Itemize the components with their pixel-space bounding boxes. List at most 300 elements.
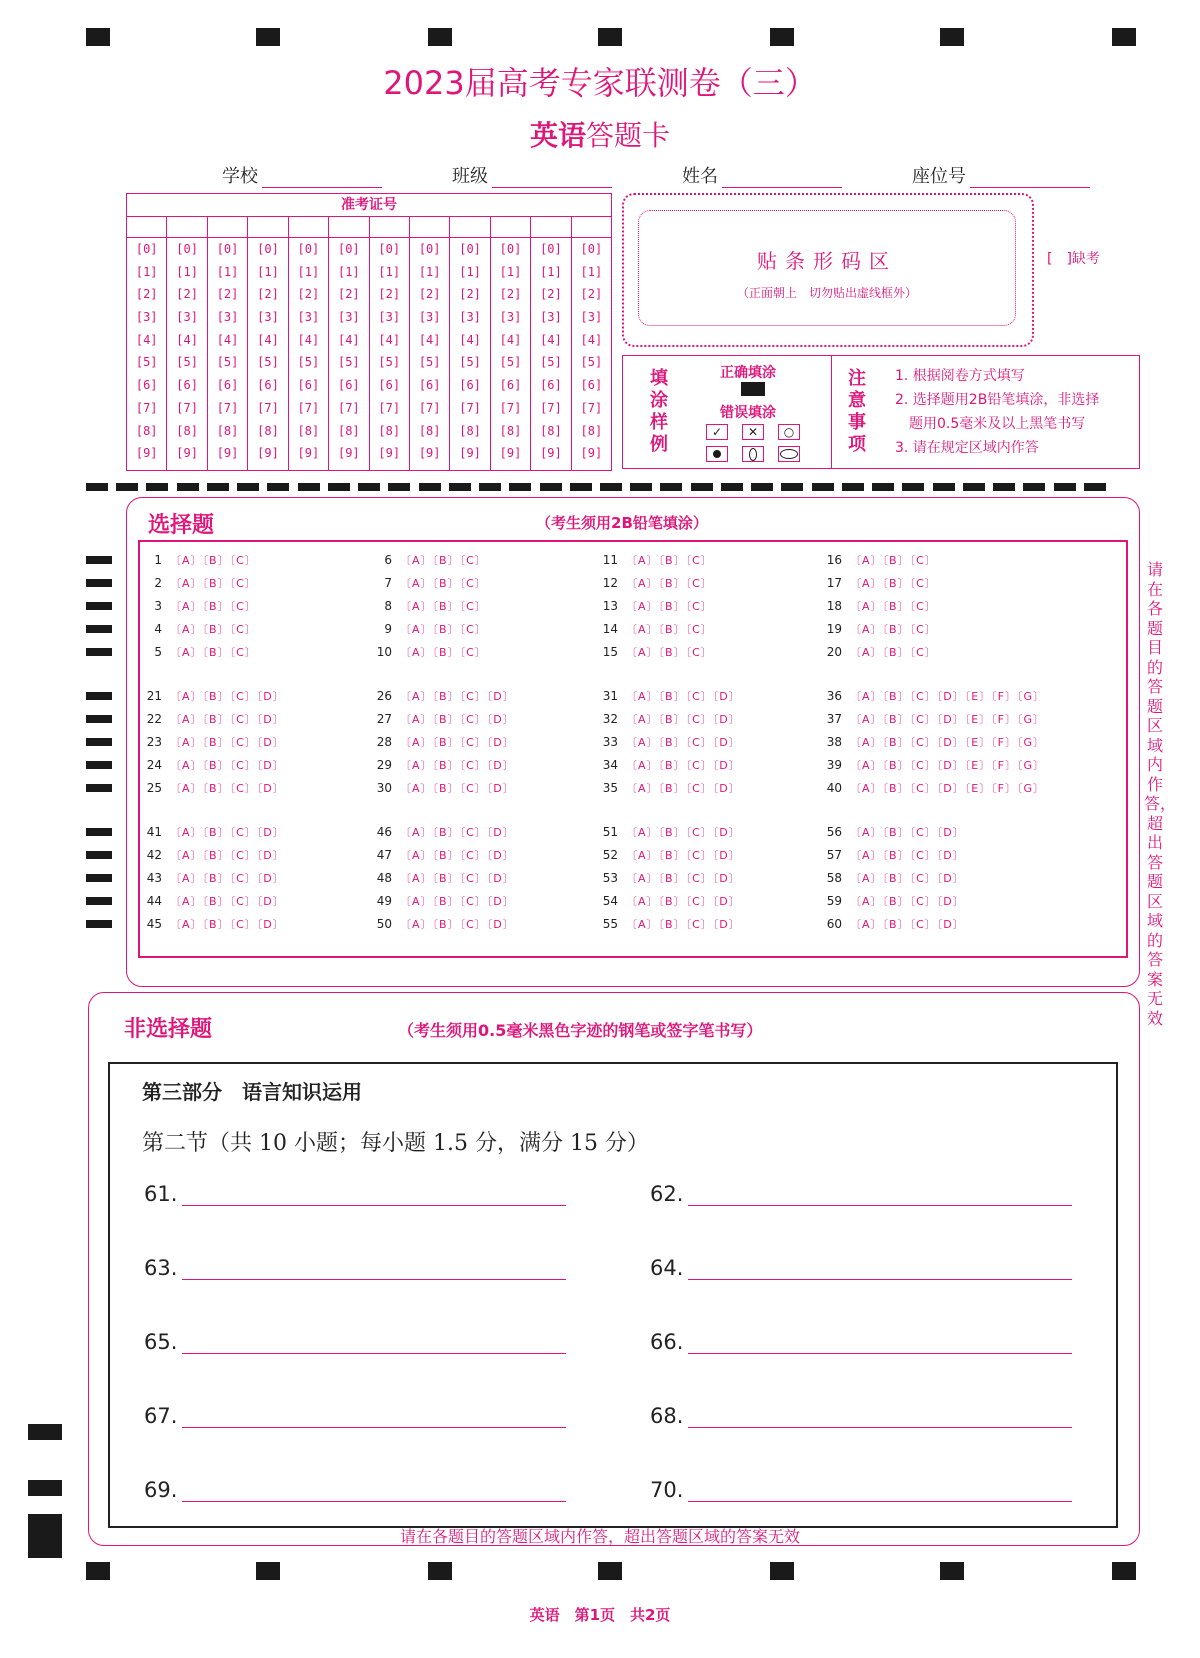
choice-question-row[interactable] <box>596 780 741 796</box>
choice-question-row[interactable] <box>820 644 937 660</box>
exam-id-digit-bubble[interactable]: [5] <box>378 355 401 370</box>
exam-id-column[interactable] <box>490 217 530 470</box>
exam-id-digit-bubble[interactable]: [9] <box>418 446 441 461</box>
exam-id-digit-bubble[interactable]: [0] <box>135 242 158 256</box>
answer-bubbles[interactable]: 〔A〕〔B〕〔C〕〔D〕 <box>626 782 741 795</box>
answer-bubbles[interactable]: 〔A〕〔B〕〔C〕〔D〕 <box>170 782 285 795</box>
choice-question-row[interactable] <box>596 757 741 773</box>
answer-bubbles[interactable]: 〔A〕〔B〕〔C〕 <box>170 600 257 613</box>
exam-id-digit-bubble[interactable]: [8] <box>135 423 158 438</box>
answer-underline[interactable] <box>688 1427 1072 1428</box>
exam-id-digit-bubble[interactable]: [4] <box>459 332 481 347</box>
exam-id-write-box[interactable] <box>410 217 449 238</box>
exam-id-write-box[interactable] <box>127 217 166 238</box>
choice-question-row[interactable] <box>370 780 515 796</box>
exam-id-digit-bubble[interactable]: [6] <box>499 378 522 393</box>
answer-bubbles[interactable]: 〔A〕〔B〕〔C〕〔D〕 <box>400 826 515 839</box>
answer-bubbles[interactable]: 〔A〕〔B〕〔C〕〔D〕 <box>400 895 515 908</box>
choice-question-row[interactable] <box>820 688 1045 704</box>
choice-question-row[interactable] <box>820 916 965 932</box>
answer-bubbles[interactable]: 〔A〕〔B〕〔C〕 <box>400 600 487 613</box>
exam-id-digit-bubble[interactable]: [8] <box>459 423 481 438</box>
choice-question-row[interactable] <box>370 575 487 591</box>
choice-question-row[interactable] <box>140 575 257 591</box>
exam-id-digit-bubble[interactable]: [3] <box>418 310 441 325</box>
exam-id-digit-bubble[interactable]: [1] <box>378 264 401 279</box>
exam-id-digit-bubble[interactable]: [1] <box>337 264 360 279</box>
exam-id-digit-bubble[interactable]: [4] <box>499 332 522 347</box>
exam-id-digit-bubble[interactable]: [7] <box>297 400 320 415</box>
answer-underline[interactable] <box>182 1427 566 1428</box>
exam-id-grid[interactable] <box>126 193 612 471</box>
exam-id-column[interactable] <box>166 217 206 470</box>
answer-bubbles[interactable]: 〔A〕〔B〕〔C〕 <box>850 646 937 659</box>
exam-id-digit-bubble[interactable]: [1] <box>580 264 603 279</box>
exam-id-digit-bubble[interactable]: [7] <box>580 400 603 415</box>
exam-id-digit-bubble[interactable]: [2] <box>176 287 198 302</box>
answer-bubbles[interactable]: 〔A〕〔B〕〔C〕 <box>170 554 257 567</box>
timing-mark <box>86 761 112 769</box>
exam-id-column[interactable] <box>288 217 328 470</box>
choice-question-row[interactable] <box>596 644 713 660</box>
exam-id-digit-bubble[interactable]: [5] <box>540 355 562 370</box>
perforation-dash <box>419 483 441 491</box>
answer-underline[interactable] <box>182 1501 566 1502</box>
exam-id-digit-bubble[interactable]: [7] <box>337 400 360 415</box>
exam-id-digit-bubble[interactable]: [0] <box>540 242 562 256</box>
exam-id-write-box[interactable] <box>491 217 530 238</box>
answer-bubbles[interactable]: 〔A〕〔B〕〔C〕〔D〕〔E〕〔F〕〔G〕 <box>850 782 1046 795</box>
choice-question-row[interactable] <box>596 575 713 591</box>
exam-id-digit-bubble[interactable]: [5] <box>337 355 360 370</box>
choice-question-row[interactable] <box>370 757 515 773</box>
choice-question-row[interactable] <box>140 644 257 660</box>
choice-question-row[interactable] <box>820 598 937 614</box>
answer-bubbles[interactable]: 〔A〕〔B〕〔C〕 <box>400 554 487 567</box>
answer-underline[interactable] <box>688 1279 1072 1280</box>
choice-question-row[interactable] <box>370 916 515 932</box>
exam-id-digit-bubble[interactable]: [8] <box>257 423 279 438</box>
exam-id-digit-bubble[interactable]: [3] <box>135 310 158 325</box>
answer-bubbles[interactable]: 〔A〕〔B〕〔C〕〔D〕 <box>170 690 285 703</box>
answer-bubbles[interactable]: 〔A〕〔B〕〔C〕〔D〕 <box>400 849 515 862</box>
answer-bubbles[interactable]: 〔A〕〔B〕〔C〕〔D〕 <box>170 895 285 908</box>
answer-bubbles[interactable]: 〔A〕〔B〕〔C〕〔D〕 <box>626 759 741 772</box>
answer-line-65[interactable] <box>144 1330 177 1354</box>
exam-id-digit-bubble[interactable]: [6] <box>580 378 603 393</box>
exam-id-digit-bubble[interactable]: [2] <box>459 287 481 302</box>
exam-id-digit-bubble[interactable]: [6] <box>540 378 562 393</box>
answer-underline[interactable] <box>688 1353 1072 1354</box>
exam-id-digit-bubble[interactable]: [9] <box>459 446 481 461</box>
choice-question-row[interactable] <box>596 916 741 932</box>
answer-bubbles[interactable]: 〔A〕〔B〕〔C〕〔D〕〔E〕〔F〕〔G〕 <box>850 759 1046 772</box>
exam-id-digit-bubble[interactable]: [3] <box>499 310 522 325</box>
exam-id-digit-bubble[interactable]: [3] <box>337 310 360 325</box>
answer-bubbles[interactable]: 〔A〕〔B〕〔C〕〔D〕 <box>626 713 741 726</box>
answer-bubbles[interactable]: 〔A〕〔B〕〔C〕〔D〕 <box>170 918 285 931</box>
answer-bubbles[interactable]: 〔A〕〔B〕〔C〕〔D〕 <box>170 872 285 885</box>
timing-mark <box>598 1562 622 1580</box>
choice-question-row[interactable] <box>596 870 741 886</box>
exam-id-write-box[interactable] <box>248 217 287 238</box>
exam-id-write-box[interactable] <box>329 217 368 238</box>
answer-bubbles[interactable]: 〔A〕〔B〕〔C〕 <box>850 554 937 567</box>
choice-question-row[interactable] <box>820 757 1045 773</box>
exam-id-digit-bubble[interactable]: [3] <box>297 310 320 325</box>
exam-id-digit-bubble[interactable]: [5] <box>176 355 198 370</box>
exam-id-digit-bubble[interactable]: [1] <box>418 264 441 279</box>
exam-id-digit-bubble[interactable]: [7] <box>418 400 441 415</box>
answer-line-68[interactable] <box>650 1404 683 1428</box>
exam-id-digit-bubble[interactable]: [1] <box>135 264 158 279</box>
answer-bubbles[interactable]: 〔A〕〔B〕〔C〕〔D〕 <box>626 895 741 908</box>
choice-question-row[interactable] <box>820 893 965 909</box>
answer-bubbles[interactable]: 〔A〕〔B〕〔C〕〔D〕 <box>170 713 285 726</box>
answer-line-64[interactable] <box>650 1256 683 1280</box>
exam-id-digit-bubble[interactable]: [7] <box>459 400 481 415</box>
answer-bubbles[interactable]: 〔A〕〔B〕〔C〕〔D〕〔E〕〔F〕〔G〕 <box>850 713 1046 726</box>
choice-question-row[interactable] <box>140 688 285 704</box>
exam-id-digit-bubble[interactable]: [6] <box>337 378 360 393</box>
choice-question-row[interactable] <box>140 711 285 727</box>
exam-id-digit-bubble[interactable]: [9] <box>580 446 603 461</box>
answer-underline[interactable] <box>182 1353 566 1354</box>
answer-bubbles[interactable]: 〔A〕〔B〕〔C〕〔D〕 <box>170 826 285 839</box>
exam-id-digit-bubble[interactable]: [0] <box>418 242 441 256</box>
answer-bubbles[interactable]: 〔A〕〔B〕〔C〕〔D〕 <box>626 872 741 885</box>
exam-id-write-box[interactable] <box>370 217 409 238</box>
exam-id-digit-bubble[interactable]: [9] <box>337 446 360 461</box>
exam-id-digit-bubble[interactable]: [1] <box>257 264 279 279</box>
exam-id-digit-bubble[interactable]: [7] <box>135 400 158 415</box>
exam-id-digit-bubble[interactable]: [3] <box>216 310 239 325</box>
answer-bubbles[interactable]: 〔A〕〔B〕〔C〕〔D〕 <box>400 713 515 726</box>
exam-id-digit-bubble[interactable]: [2] <box>499 287 522 302</box>
exam-id-digit-bubble[interactable]: [3] <box>257 310 279 325</box>
perforation-dash <box>721 483 743 491</box>
answer-bubbles[interactable]: 〔A〕〔B〕〔C〕〔D〕 <box>850 872 965 885</box>
answer-bubbles[interactable]: 〔A〕〔B〕〔C〕 <box>170 646 257 659</box>
choice-question-row[interactable] <box>596 598 713 614</box>
choice-question-row[interactable] <box>370 688 515 704</box>
exam-id-write-box[interactable] <box>572 217 611 238</box>
choice-question-row[interactable] <box>370 870 515 886</box>
answer-bubbles[interactable]: 〔A〕〔B〕〔C〕〔D〕 <box>400 782 515 795</box>
exam-id-digit-bubble[interactable]: [4] <box>540 332 562 347</box>
exam-id-digit-bubble[interactable]: [6] <box>216 378 239 393</box>
exam-id-digit-bubble[interactable]: [3] <box>378 310 401 325</box>
exam-id-digit-bubble[interactable]: [2] <box>135 287 158 302</box>
exam-id-digit-bubble[interactable]: [1] <box>216 264 239 279</box>
exam-id-digit-bubble[interactable]: [2] <box>580 287 603 302</box>
exam-id-digit-bubble[interactable]: [9] <box>499 446 522 461</box>
exam-id-digit-bubble[interactable]: [0] <box>580 242 603 256</box>
choice-question-row[interactable] <box>140 893 285 909</box>
answer-bubbles[interactable]: 〔A〕〔B〕〔C〕〔D〕 <box>400 690 515 703</box>
choice-question-row[interactable] <box>370 847 515 863</box>
exam-id-digit-bubble[interactable]: [4] <box>580 332 603 347</box>
exam-id-digit-bubble[interactable]: [5] <box>418 355 441 370</box>
answer-bubbles[interactable]: 〔A〕〔B〕〔C〕 <box>850 577 937 590</box>
exam-id-digit-bubble[interactable]: [4] <box>176 332 198 347</box>
choice-question-row[interactable] <box>820 575 937 591</box>
exam-id-digit-bubble[interactable]: [1] <box>459 264 481 279</box>
choice-question-row[interactable] <box>596 893 741 909</box>
exam-id-column[interactable] <box>369 217 409 470</box>
answer-line-69[interactable] <box>144 1478 177 1502</box>
answer-bubbles[interactable]: 〔A〕〔B〕〔C〕〔D〕 <box>626 918 741 931</box>
exam-id-digit-bubble[interactable]: [0] <box>297 242 320 256</box>
exam-id-digit-bubble[interactable]: [8] <box>378 423 401 438</box>
exam-id-digit-bubble[interactable]: [2] <box>297 287 320 302</box>
choice-question-row[interactable] <box>140 621 257 637</box>
choice-question-row[interactable] <box>820 711 1045 727</box>
exam-id-digit-bubble[interactable]: [6] <box>135 378 158 393</box>
exam-id-column[interactable] <box>530 217 570 470</box>
absent-checkbox[interactable]: [ ]缺考 <box>1047 251 1100 267</box>
exam-id-digit-bubble[interactable]: [7] <box>257 400 279 415</box>
exam-id-digit-bubble[interactable]: [6] <box>378 378 401 393</box>
exam-id-digit-bubble[interactable]: [9] <box>216 446 239 461</box>
choice-question-row[interactable] <box>140 598 257 614</box>
choice-question-row[interactable] <box>820 870 965 886</box>
answer-bubbles[interactable]: 〔A〕〔B〕〔C〕〔D〕〔E〕〔F〕〔G〕 <box>850 690 1046 703</box>
choice-question-row[interactable] <box>820 621 937 637</box>
exam-id-digit-bubble[interactable]: [6] <box>459 378 481 393</box>
class-field[interactable] <box>452 162 612 188</box>
choice-question-row[interactable] <box>596 734 741 750</box>
exam-id-write-box[interactable] <box>167 217 206 238</box>
choice-question-row[interactable] <box>370 552 487 568</box>
question-number: 36 <box>826 689 842 703</box>
exam-id-digit-bubble[interactable]: [0] <box>378 242 401 256</box>
exam-id-digit-bubble[interactable]: [6] <box>297 378 320 393</box>
answer-bubbles[interactable]: 〔A〕〔B〕〔C〕〔D〕 <box>170 849 285 862</box>
answer-bubbles[interactable]: 〔A〕〔B〕〔C〕 <box>626 600 713 613</box>
answer-bubbles[interactable]: 〔A〕〔B〕〔C〕 <box>170 577 257 590</box>
answer-underline[interactable] <box>182 1279 566 1280</box>
exam-id-column[interactable] <box>247 217 287 470</box>
exam-id-column[interactable] <box>409 217 449 470</box>
answer-bubbles[interactable]: 〔A〕〔B〕〔C〕 <box>626 646 713 659</box>
exam-id-digit-bubble[interactable]: [8] <box>540 423 562 438</box>
exam-id-digit-bubble[interactable]: [2] <box>216 287 239 302</box>
exam-id-digit-bubble[interactable]: [2] <box>257 287 279 302</box>
exam-id-digit-bubble[interactable]: [9] <box>378 446 401 461</box>
exam-id-digit-bubble[interactable]: [9] <box>540 446 562 461</box>
exam-id-digit-bubble[interactable]: [5] <box>257 355 279 370</box>
exam-id-digit-bubble[interactable]: [0] <box>216 242 239 256</box>
choice-question-row[interactable] <box>820 824 965 840</box>
choice-question-row[interactable] <box>370 734 515 750</box>
choice-question-row[interactable] <box>140 916 285 932</box>
answer-bubbles[interactable]: 〔A〕〔B〕〔C〕〔D〕 <box>850 826 965 839</box>
exam-id-digit-bubble[interactable]: [8] <box>499 423 522 438</box>
exam-id-digit-bubble[interactable]: [2] <box>337 287 360 302</box>
choice-question-row[interactable] <box>820 552 937 568</box>
exam-id-digit-bubble[interactable]: [8] <box>297 423 320 438</box>
choice-question-row[interactable] <box>820 734 1045 750</box>
answer-line-62[interactable] <box>650 1182 683 1206</box>
answer-bubbles[interactable]: 〔A〕〔B〕〔C〕〔D〕 <box>400 872 515 885</box>
choice-question-row[interactable] <box>820 847 965 863</box>
exam-id-digit-bubble[interactable]: [9] <box>297 446 320 461</box>
answer-line-63[interactable] <box>144 1256 177 1280</box>
exam-id-digit-bubble[interactable]: [9] <box>257 446 279 461</box>
answer-bubbles[interactable]: 〔A〕〔B〕〔C〕 <box>400 623 487 636</box>
school-field[interactable] <box>222 162 382 188</box>
answer-bubbles[interactable]: 〔A〕〔B〕〔C〕〔D〕 <box>626 849 741 862</box>
choice-question-row[interactable] <box>370 621 487 637</box>
exam-id-digit-bubble[interactable]: [7] <box>499 400 522 415</box>
exam-id-write-box[interactable] <box>450 217 489 238</box>
exam-id-digit-bubble[interactable]: [5] <box>459 355 481 370</box>
answer-bubbles[interactable]: 〔A〕〔B〕〔C〕〔D〕 <box>626 736 741 749</box>
answer-bubbles[interactable]: 〔A〕〔B〕〔C〕 <box>400 646 487 659</box>
perforation-dash <box>630 483 652 491</box>
choice-question-row[interactable] <box>820 780 1045 796</box>
answer-line-61[interactable] <box>144 1182 177 1206</box>
choice-question-row[interactable] <box>140 780 285 796</box>
choice-question-row[interactable] <box>596 824 741 840</box>
exam-id-digit-bubble[interactable]: [5] <box>297 355 320 370</box>
exam-id-digit-bubble[interactable]: [4] <box>337 332 360 347</box>
choice-question-row[interactable] <box>596 847 741 863</box>
exam-id-digit-bubble[interactable]: [3] <box>580 310 603 325</box>
question-number: 37 <box>826 712 842 726</box>
choice-question-row[interactable] <box>596 621 713 637</box>
exam-id-digit-bubble[interactable]: [2] <box>418 287 441 302</box>
exam-id-digit-bubble[interactable]: [1] <box>540 264 562 279</box>
answer-bubbles[interactable]: 〔A〕〔B〕〔C〕 <box>170 623 257 636</box>
question-number: 29 <box>376 758 392 772</box>
answer-bubbles[interactable]: 〔A〕〔B〕〔C〕 <box>626 577 713 590</box>
exam-id-column[interactable] <box>328 217 368 470</box>
exam-id-digit-bubble[interactable]: [5] <box>580 355 603 370</box>
exam-id-digit-bubble[interactable]: [2] <box>378 287 401 302</box>
choice-question-row[interactable] <box>140 734 285 750</box>
exam-id-digit-bubble[interactable]: [0] <box>257 242 279 256</box>
answer-bubbles[interactable]: 〔A〕〔B〕〔C〕 <box>850 623 937 636</box>
exam-id-digit-bubble[interactable]: [6] <box>418 378 441 393</box>
answer-bubbles[interactable]: 〔A〕〔B〕〔C〕〔D〕 <box>850 849 965 862</box>
exam-id-digit-bubble[interactable]: [4] <box>216 332 239 347</box>
exam-id-write-box[interactable] <box>289 217 328 238</box>
notes-list <box>895 364 1099 460</box>
exam-id-digit-bubble[interactable]: [3] <box>459 310 481 325</box>
exam-id-digit-bubble[interactable]: [4] <box>135 332 158 347</box>
choice-question-row[interactable] <box>596 688 741 704</box>
exam-id-digit-bubble[interactable]: [8] <box>337 423 360 438</box>
answer-bubbles[interactable]: 〔A〕〔B〕〔C〕 <box>626 623 713 636</box>
exam-id-column[interactable] <box>207 217 247 470</box>
choice-question-row[interactable] <box>370 644 487 660</box>
exam-id-column[interactable] <box>127 217 166 470</box>
answer-bubbles[interactable]: 〔A〕〔B〕〔C〕 <box>400 577 487 590</box>
exam-id-digit-bubble[interactable]: [8] <box>216 423 239 438</box>
answer-bubbles[interactable]: 〔A〕〔B〕〔C〕〔D〕 <box>626 690 741 703</box>
exam-id-digit-bubble[interactable]: [8] <box>418 423 441 438</box>
exam-id-digit-bubble[interactable]: [8] <box>176 423 198 438</box>
exam-id-digit-bubble[interactable]: [0] <box>499 242 522 256</box>
exam-id-digit-bubble[interactable]: [1] <box>176 264 198 279</box>
choice-question-row[interactable] <box>596 711 741 727</box>
exam-id-digit-bubble[interactable]: [0] <box>459 242 481 256</box>
exam-id-digit-bubble[interactable]: [7] <box>378 400 401 415</box>
exam-id-digit-bubble[interactable]: [5] <box>135 355 158 370</box>
exam-id-column[interactable] <box>571 217 611 470</box>
answer-bubbles[interactable]: 〔A〕〔B〕〔C〕〔D〕 <box>170 736 285 749</box>
exam-id-digit-bubble[interactable]: [2] <box>540 287 562 302</box>
exam-id-digit-bubble[interactable]: [0] <box>176 242 198 256</box>
answer-line-67[interactable] <box>144 1404 177 1428</box>
name-field[interactable] <box>682 162 842 188</box>
exam-id-digit-bubble[interactable]: [0] <box>337 242 360 256</box>
choice-question-row[interactable] <box>370 598 487 614</box>
answer-bubbles[interactable]: 〔A〕〔B〕〔C〕〔D〕 <box>626 826 741 839</box>
answer-underline[interactable] <box>182 1205 566 1206</box>
answer-bubbles[interactable]: 〔A〕〔B〕〔C〕〔D〕〔E〕〔F〕〔G〕 <box>850 736 1046 749</box>
exam-id-digit-bubble[interactable]: [4] <box>378 332 401 347</box>
exam-id-digit-bubble[interactable]: [4] <box>297 332 320 347</box>
answer-bubbles[interactable]: 〔A〕〔B〕〔C〕〔D〕 <box>850 918 965 931</box>
choice-question-row[interactable] <box>370 711 515 727</box>
answer-bubbles[interactable]: 〔A〕〔B〕〔C〕〔D〕 <box>170 759 285 772</box>
answer-bubbles[interactable]: 〔A〕〔B〕〔C〕 <box>626 554 713 567</box>
answer-underline[interactable] <box>688 1501 1072 1502</box>
exam-id-digit-bubble[interactable]: [1] <box>297 264 320 279</box>
answer-underline[interactable] <box>688 1205 1072 1206</box>
choice-question-row[interactable] <box>370 824 515 840</box>
exam-id-digit-bubble[interactable]: [8] <box>580 423 603 438</box>
choice-question-row[interactable] <box>140 847 285 863</box>
exam-id-digit-bubble[interactable]: [1] <box>499 264 522 279</box>
exam-id-digit-bubble[interactable]: [3] <box>540 310 562 325</box>
exam-id-digit-bubble[interactable]: [7] <box>216 400 239 415</box>
exam-id-digit-bubble[interactable]: [9] <box>135 446 158 461</box>
exam-id-write-box[interactable] <box>531 217 570 238</box>
exam-id-digit-bubble[interactable]: [5] <box>499 355 522 370</box>
choice-question-row[interactable] <box>370 893 515 909</box>
answer-bubbles[interactable]: 〔A〕〔B〕〔C〕〔D〕 <box>850 895 965 908</box>
choice-question-row[interactable] <box>140 870 285 886</box>
choice-section-title: 选择题 <box>148 513 215 538</box>
exam-id-digit-bubble[interactable]: [7] <box>176 400 198 415</box>
choice-question-row[interactable] <box>140 552 257 568</box>
exam-id-digit-bubble[interactable]: [3] <box>176 310 198 325</box>
answer-bubbles[interactable]: 〔A〕〔B〕〔C〕〔D〕 <box>400 736 515 749</box>
answer-line-66[interactable] <box>650 1330 683 1354</box>
answer-bubbles[interactable]: 〔A〕〔B〕〔C〕 <box>850 600 937 613</box>
exam-id-digit-bubble[interactable]: [4] <box>257 332 279 347</box>
answer-bubbles[interactable]: 〔A〕〔B〕〔C〕〔D〕 <box>400 918 515 931</box>
choice-question-row[interactable] <box>140 757 285 773</box>
exam-id-digit-bubble[interactable]: [9] <box>176 446 198 461</box>
choice-question-row[interactable] <box>140 824 285 840</box>
exam-id-digit-bubble[interactable]: [6] <box>257 378 279 393</box>
exam-id-digit-bubble[interactable]: [4] <box>418 332 441 347</box>
exam-id-digit-bubble[interactable]: [7] <box>540 400 562 415</box>
exam-id-digit-bubble[interactable]: [6] <box>176 378 198 393</box>
choice-question-row[interactable] <box>596 552 713 568</box>
answer-bubbles[interactable]: 〔A〕〔B〕〔C〕〔D〕 <box>400 759 515 772</box>
exam-id-digit-bubble[interactable]: [5] <box>216 355 239 370</box>
seat-field[interactable] <box>912 162 1090 188</box>
exam-id-column[interactable] <box>449 217 489 470</box>
exam-id-write-box[interactable] <box>208 217 247 238</box>
answer-line-70[interactable] <box>650 1478 683 1502</box>
